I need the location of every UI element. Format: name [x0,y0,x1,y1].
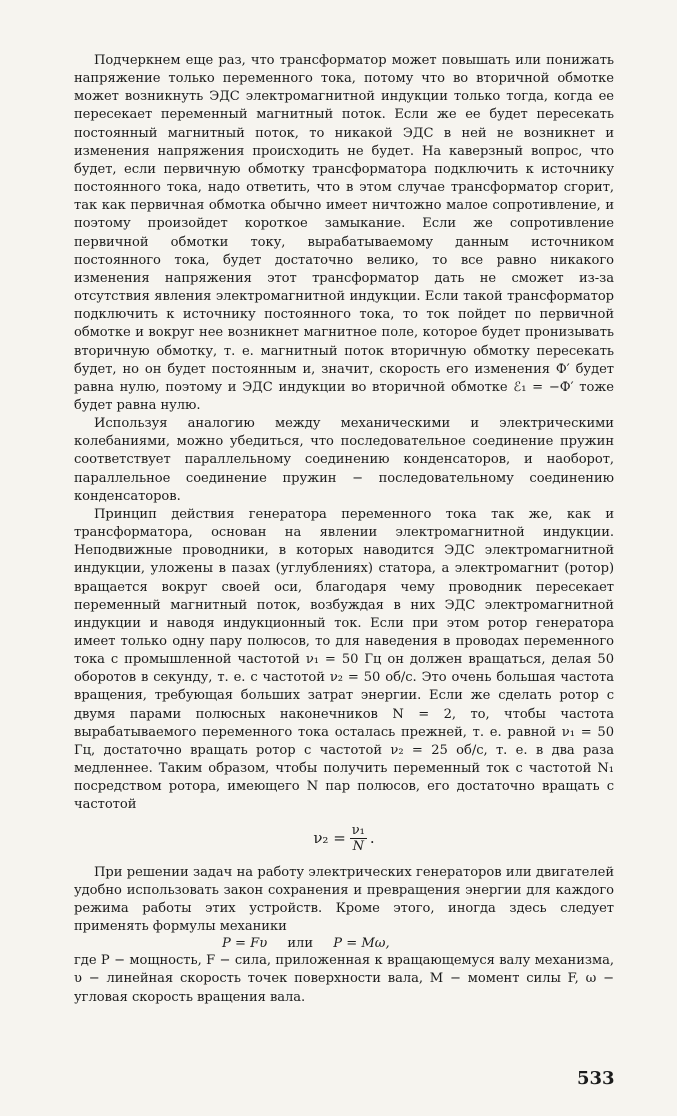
paragraph-definitions: где P − мощность, F − сила, приложенная к вращающемуся валу механизма, υ − линейная скорость точек поверхности вала, M − момент силы F, ω − угловая скорость вращения вала. [74,953,614,1005]
fraction-denominator: N [352,838,365,854]
formula-power [74,936,614,952]
formula-fraction [350,823,367,854]
paragraph-generator: Принцип действия генератора переменного тока так же, как и трансформатора, основан на явлении электромагнитной индукции. Неподвижные проводники, в которых наводится ЭДС электромагнитной индукции, уложены в пазах (углублениях) статора, а электромагнит (ротор) вращается вокруг своей оси, благодаря чему проводник пересекает переменный магнитный поток, возбуждая в них ЭДС электромагнитной индукции и наводя индукционный ток. Если при этом ротор генератора имеет только одну пару полюсов, то для наведения в проводах переменного тока с промышленной частотой ν₁ = 50 Гц он должен вращаться, делая 50 оборотов в секунду, т. е. с частотой ν₂ = 50 об/с. Это очень большая частота вращения, требующая больших затрат энергии. Если же сделать ротор с двумя парами полюсных наконечников N = 2, то, чтобы частота вырабатываемого переменного тока осталась прежней, т. е. равной ν₁ = 50 Гц, достаточно вращать ротор с частотой ν₂ = 25 об/с, т. е. в два раза медленнее. Таким образом, чтобы получить переменный ток с частотой N₁ посредством ротора, имеющего N пар полюсов, его достаточно вращать с частотой [74,506,614,813]
paragraph-springs-analogy: Используя аналогию между механическими и электрическими колебаниями, можно убедиться, что последовательное соединение пружин соответствует параллельному соединению конденсаторов, и наоборот, параллельное соединение пружин − последовательному соединению конденсаторов. [74,416,614,504]
formula-power-left: P = Fυ [222,936,268,952]
formula-lhs: ν₂ = [313,829,346,848]
formula-power-or: или [287,936,314,952]
fraction-numerator: ν₁ [351,822,365,838]
paragraph-transformer: Подчеркнем еще раз, что трансформатор может повышать или понижать напряжение только переменного тока, потому что во вторичной обмотке может возникнуть ЭДС электромагнитной индукции только тогда, когда ее пересекает переменный магнитный поток. Если же ее будет пересекать постоянный магнитный поток, то никакой ЭДС в ней не возникнет и изменения напряжения происходить не будет. На каверзный вопрос, что будет, если первичную обмотку трансформатора подключить к источнику постоянного тока, надо ответить, что в этом случае трансформатор сгорит, так как первичная обмотка обычно имеет ничтожно малое сопротивление, и поэтому произойдет короткое замыкание. Если же сопротивление первичной обмотки току, вырабатываемому данным источником постоянного тока, будет достаточно велико, то все равно никакого изменения напряжения этот трансформатор дать не сможет из-за отсутствия явления электромагнитной индукции. Если такой трансформатор подключить к источнику постоянного тока, то ток пойдет по первичной обмотке и вокруг нее возникнет магнитное поле, которое будет пронизывать вторичную обмотку, т. е. магнитный поток вторичную обмотку пересекать будет, но он будет постоянным и, значит, скорость его изменения Ф′ будет равна нулю, поэтому и ЭДС индукции во вторичной обмотке ℰ₁ = −Ф′ тоже будет равна нулю. [74,53,614,413]
formula-rotor-frequency [74,823,614,854]
paragraph-energy-conservation: При решении задач на работу электрических генераторов или двигателей удобно использовать закон сохранения и превращения энергии для каждого режима работы этих устройств. Кроме этого, иногда здесь следует применять формулы механики [74,864,614,935]
page-body [74,52,614,1007]
formula-power-right: P = Mω, [333,936,390,952]
formula-tail: . [369,829,375,848]
page-number: 533 [577,1068,615,1089]
